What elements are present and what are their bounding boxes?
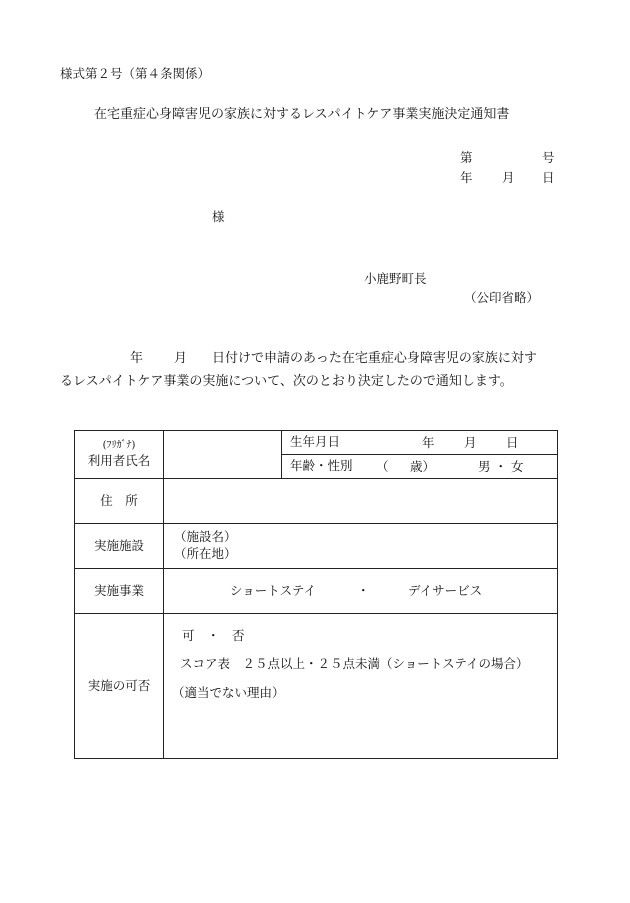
body-line1-text: 日付けで申請のあった在宅重症心身障害児の家族に対す — [212, 351, 537, 366]
birth-month: 月 — [464, 435, 477, 450]
document-title: 在宅重症心身障害児の家族に対するレスパイトケア事業実施決定通知書 — [94, 107, 510, 122]
address-value-cell[interactable] — [164, 479, 558, 524]
score-line: スコア表 ２５点以上・２５点未満（ショートステイの場合） — [180, 656, 529, 671]
seal-omitted: （公印省略） — [464, 290, 540, 305]
issuer-name: 小鹿野町長 — [364, 271, 427, 286]
facility-name-line: （施設名） — [174, 529, 237, 545]
date-day: 日 — [542, 170, 555, 185]
addressee-suffix: 様 — [212, 209, 225, 224]
doc-number-suffix: 号 — [542, 150, 555, 165]
age-unit: 歳） — [410, 459, 436, 474]
service-label: 実施事業 — [75, 569, 164, 614]
facility-value-cell[interactable] — [164, 524, 558, 569]
service-options-cell[interactable] — [164, 569, 558, 614]
user-name-label: 利用者氏名 — [87, 452, 151, 468]
age-sex-label: 年齢・性別 — [290, 458, 353, 474]
user-name-value-cell[interactable] — [164, 431, 282, 479]
user-name-label-cell — [75, 431, 164, 479]
furigana-label: (ﾌﾘｶﾞﾅ) — [102, 440, 136, 452]
service-option-separator: ・ — [357, 583, 370, 598]
birthdate-cell[interactable] — [282, 431, 558, 455]
body-month: 月 — [174, 351, 188, 366]
reason-line: （適当でない理由） — [172, 685, 285, 700]
body-year: 年 — [130, 351, 144, 366]
age-open-paren: （ — [376, 459, 389, 474]
sex-options: 男 ・ 女 — [478, 459, 524, 474]
date-month: 月 — [502, 170, 515, 185]
service-option-day-service: デイサービス — [408, 583, 483, 598]
date-year: 年 — [460, 170, 473, 185]
decision-table — [74, 430, 558, 759]
approval-choice: 可 ・ 否 — [182, 628, 245, 643]
notice-body — [60, 348, 580, 394]
service-option-short-stay: ショートステイ — [230, 583, 317, 598]
doc-number-prefix: 第 — [460, 150, 473, 165]
facility-location-line: （所在地） — [174, 546, 237, 561]
body-line2-text: るレスパイトケア事業の実施について、次のとおり決定したので通知します。 — [60, 374, 513, 389]
birthdate-label: 生年月日 — [290, 434, 341, 450]
approval-label: 実施の可否 — [75, 614, 164, 759]
age-sex-cell[interactable] — [282, 455, 558, 479]
birth-day: 日 — [506, 435, 519, 450]
address-label: 住 所 — [75, 479, 164, 524]
form-id: 様式第２号（第４条関係） — [60, 66, 211, 81]
birth-year: 年 — [422, 435, 435, 450]
facility-label: 実施施設 — [75, 524, 164, 569]
approval-value-cell[interactable] — [164, 614, 558, 759]
